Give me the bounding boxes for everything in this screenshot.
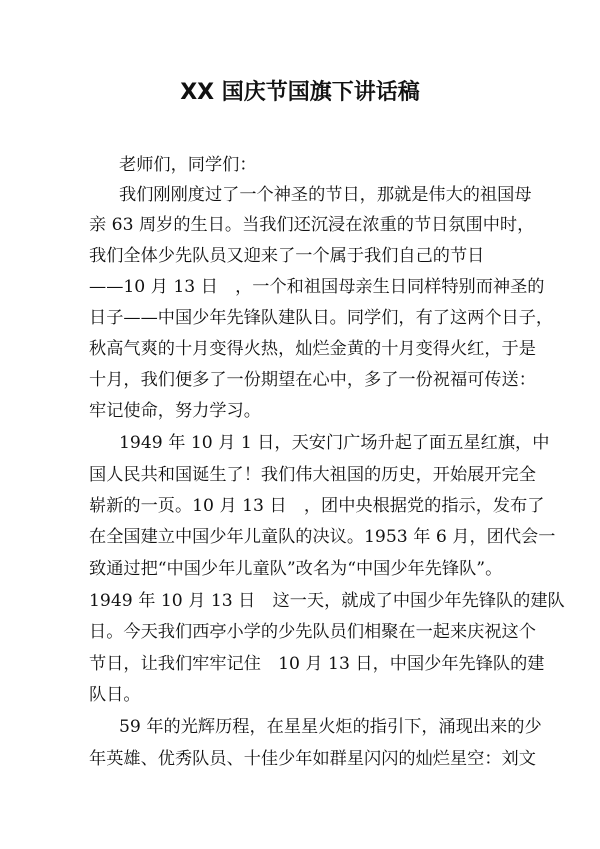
paragraph-line: 崭新的一页。10 月 13 日 ，团中央根据党的指示，发布了 [89, 496, 545, 516]
paragraph-line: 亲 63 周岁的生日。当我们还沉浸在浓重的节日氛围中时， [89, 215, 535, 235]
paragraph-line: 致通过把“中国少年儿童队”改名为“中国少年先锋队”。 [89, 559, 503, 579]
paragraph-line: 队日。 [89, 685, 141, 705]
paragraph-line: 1949 年 10 月 1 日，天安门广场升起了面五星红旗，中 [119, 433, 550, 453]
paragraph-line: 我们全体少先队员又迎来了一个属于我们自己的节日 [89, 246, 485, 266]
paragraph-line: 年英雄、优秀队员、十佳少年如群星闪闪的灿烂星空：刘文 [89, 749, 536, 769]
paragraph-line: 秋高气爽的十月变得火热，灿烂金黄的十月变得火红，于是 [89, 339, 536, 359]
paragraph-line: 我们刚刚度过了一个神圣的节日，那就是伟大的祖国母 [119, 185, 532, 205]
paragraph-line: 牢记使命，努力学习。 [89, 401, 261, 421]
paragraph-line: 59 年的光辉历程，在星星火炬的指引下，涌现出来的少 [119, 717, 542, 737]
paragraph-line: 十月，我们便多了一份期望在心中，多了一份祝福可传送： [89, 370, 536, 390]
paragraph-line: 在全国建立中国少年儿童队的决议。1953 年 6 月，团代会一 [89, 527, 556, 547]
paragraph-line: 日子——中国少年先锋队建队日。同学们，有了这两个日子， [89, 308, 554, 328]
paragraph-line: 1949 年 10 月 13 日 这一天，就成了中国少年先锋队的建队 [89, 591, 565, 611]
salutation-line: 老师们，同学们： [119, 155, 257, 175]
paragraph-line: 国人民共和国诞生了！我们伟大祖国的历史，开始展开完全 [89, 465, 536, 485]
paragraph-line: ——10 月 13 日 ，一个和祖国母亲生日同样特别而神圣的 [89, 277, 545, 297]
document-title: XX 国庆节国旗下讲话稿 [180, 80, 420, 105]
paragraph-line: 日。今天我们西亭小学的少先队员们相聚在一起来庆祝这个 [89, 622, 536, 642]
paragraph-line: 节日，让我们牢牢记住 10 月 13 日，中国少年先锋队的建 [89, 654, 545, 674]
